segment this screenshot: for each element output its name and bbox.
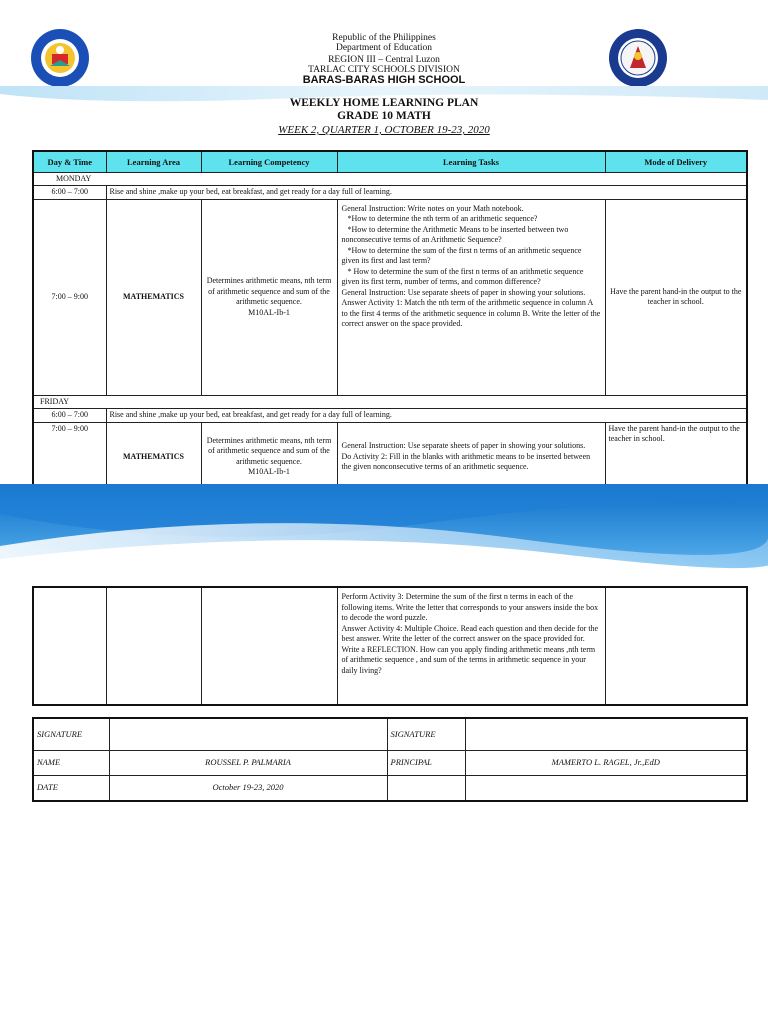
header-line-4: TARLAC CITY SCHOOLS DIVISION: [308, 65, 460, 75]
day-label-monday: MONDAY: [33, 172, 747, 186]
header-day-time: Day & Time: [33, 151, 106, 172]
routine-text: Rise and shine ,make up your bed, eat breakfast, and get ready for a day full of learning.: [106, 409, 747, 423]
header-mode-of-delivery: Mode of Delivery: [605, 151, 747, 172]
header-line-2: Department of Education: [335, 43, 433, 53]
teacher-signature-cell: [109, 718, 387, 750]
tasks-cell: General Instruction: Use separate sheets of paper in showing your solutions. Do Activity 2: Fill in the blanks with arithmetic means to be inserted between the given nonconsecutive terms of an arithmetic sequence.: [337, 422, 605, 492]
header-line-1: Republic of the Philippines: [332, 33, 436, 43]
empty-cell: [106, 587, 201, 705]
continuation-table: [32, 586, 748, 706]
learning-plan-table: [32, 150, 748, 493]
page-break-wave: [0, 484, 768, 576]
principal-signature-cell: [465, 718, 747, 750]
empty-cell: [201, 587, 337, 705]
header-learning-area: Learning Area: [106, 151, 201, 172]
learning-area-cell: MATHEMATICS: [106, 422, 201, 492]
empty-cell: [605, 587, 747, 705]
time-cell: 7:00 – 9:00: [33, 422, 106, 492]
principal-name: MAMERTO L. RAGEL, Jr.,EdD: [465, 750, 747, 775]
empty-cell: [387, 775, 465, 801]
delivery-cell: Have the parent hand-in the output to the teacher in school.: [605, 199, 747, 395]
delivery-cell: Have the parent hand-in the output to the teacher in school.: [605, 422, 747, 492]
empty-cell: [33, 587, 106, 705]
signature-label-2: SIGNATURE: [387, 718, 465, 750]
date-value: October 19-23, 2020: [109, 775, 387, 801]
plan-title: WEEKLY HOME LEARNING PLAN: [289, 97, 479, 109]
header-line-3: REGION III – Central Luzon: [328, 55, 440, 65]
name-label: NAME: [33, 750, 109, 775]
time-cell: 6:00 – 7:00: [33, 186, 106, 200]
time-cell: 7:00 – 9:00: [33, 199, 106, 395]
empty-cell: [465, 775, 747, 801]
signature-table: [32, 717, 748, 802]
routine-text: Rise and shine ,make up your bed, eat breakfast, and get ready for a day full of learning.: [106, 186, 747, 200]
principal-label: PRINCIPAL: [387, 750, 465, 775]
header-learning-tasks: Learning Tasks: [337, 151, 605, 172]
competency-cell: Determines arithmetic means, nth term of arithmetic sequence and sum of the arithmetic sequence. M10AL-Ib-1: [201, 199, 337, 395]
header-learning-competency: Learning Competency: [201, 151, 337, 172]
competency-cell: Determines arithmetic means, nth term of arithmetic sequence and sum of the arithmetic sequence. M10AL-Ib-1: [201, 422, 337, 492]
date-label: DATE: [33, 775, 109, 801]
tasks-cell: General Instruction: Write notes on your Math notebook. *How to determine the nth term of an arithmetic sequence? *How to determine the Arithmetic Means to be inserted between two nonconsecutive terms of an Arithmetic Sequence? *How to determine the sum of the first n terms of an arithmetic sequence given its first and last term? * How to determine the sum of the first n terms of an arithmetic sequence given its first term, number of terms, and common difference? General Instruction: Use separate sheets of paper in showing your solutions. Answer Activity 1: Match the nth term of the arithmetic sequence in column A to the first 4 terms of the arithmetic sequence in column B. Write the letter of the correct answer on the space provided.: [337, 199, 605, 395]
learning-area-cell: MATHEMATICS: [106, 199, 201, 395]
time-cell: 6:00 – 7:00: [33, 409, 106, 423]
school-name: BARAS-BARAS HIGH SCHOOL: [302, 74, 466, 86]
tasks-cell: Perform Activity 3: Determine the sum of the first n terms in each of the following items. Write the letter that corresponds to your answers inside the box to decode the word puzzle. Answer Activity 4: Multiple Choice. Read each question and then decide for the best answer. Write the letter of the correct answer on the space provided for. Write a REFLECTION. How can you apply finding arithmetic means ,nth term of arithmetic sequence , and sum of the terms in arithmetic sequence in your daily living?: [337, 587, 605, 705]
week-title: WEEK 2, QUARTER 1, OCTOBER 19-23, 2020: [278, 124, 490, 136]
teacher-name: ROUSSEL P. PALMARIA: [109, 750, 387, 775]
signature-label: SIGNATURE: [33, 718, 109, 750]
day-label-friday: FRIDAY: [33, 395, 747, 409]
grade-title: GRADE 10 MATH: [337, 110, 431, 122]
